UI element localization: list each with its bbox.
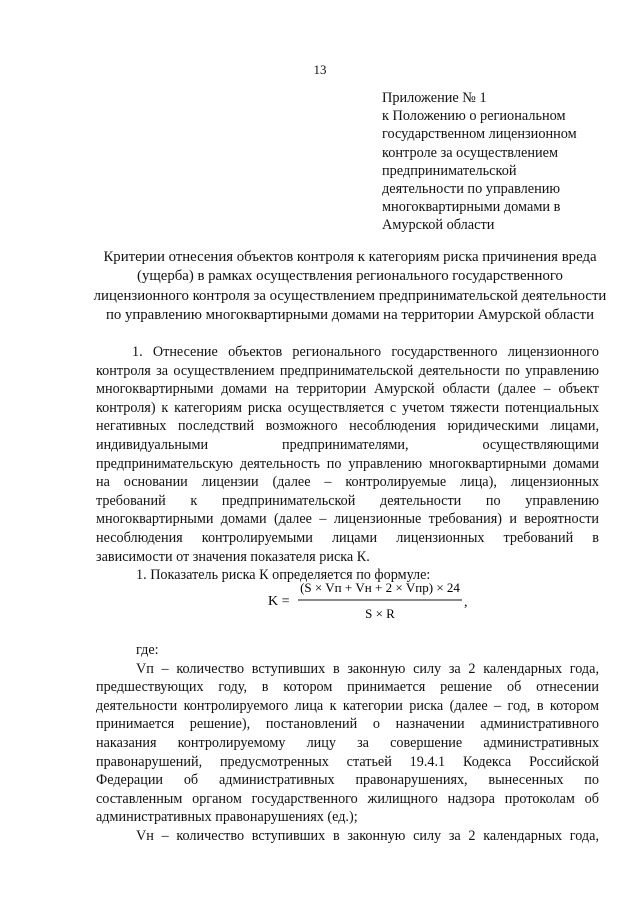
paragraph-line: 1. Показатель риска К определяется по формуле: xyxy=(136,567,431,584)
formula-denominator: S × R xyxy=(365,606,395,621)
formula-svg xyxy=(268,575,478,625)
paragraph-line: многоквартирными домами (далее – лицензионные требования) и вероятности xyxy=(96,511,599,528)
section-1-text xyxy=(96,343,599,585)
paragraph-line: Федерации об административных правонарушениях, вынесенных по xyxy=(96,772,599,789)
paragraph-line: где: xyxy=(136,642,159,658)
appendix-line: к Положению о региональном xyxy=(382,108,566,125)
paragraph-line: деятельности контролируемого лица к категории риска (далее – год, в котором xyxy=(96,697,599,714)
formula-numerator: (S × Vп + Vн + 2 × Vпр) × 24 xyxy=(300,580,460,595)
paragraph-line: правонарушений, предусмотренных статьей 19.4.1 Кодекса Российской xyxy=(96,753,599,770)
paragraph-line: 1. Отнесение объектов регионального государственного лицензионного xyxy=(132,344,599,360)
appendix-line: предпринимательской xyxy=(382,162,517,179)
paragraph-line: требований к предпринимательской деятельности по управлению xyxy=(96,492,599,509)
appendix-line: Амурской области xyxy=(382,217,495,234)
title-line: по управлению многоквартирными домами на территории Амурской области xyxy=(105,306,595,323)
paragraph-line: зависимости от значения показателя риска К. xyxy=(96,548,370,565)
page-number: 13 xyxy=(313,62,327,77)
appendix-line: контроле за осуществлением xyxy=(382,144,559,161)
paragraph-line: на основании лицензии (далее – контролируемые лица), лицензионных xyxy=(96,474,599,491)
paragraph-line: многоквартирными домами на территории Амурской области (далее – объект xyxy=(96,381,599,398)
paragraph-line: Vп – количество вступивших в законную силу за 2 календарных года, xyxy=(136,660,599,677)
formula-trailing-comma: , xyxy=(464,595,468,610)
paragraph-line: Vн – количество вступивших в законную силу за 2 календарных года, xyxy=(136,827,599,844)
paragraph-line: наказания контролируемому лицу за совершение административных xyxy=(96,734,599,751)
paragraph-line: предшествующих году, в котором принимается решение об отнесении xyxy=(96,679,599,696)
formula-lhs: K = xyxy=(268,594,290,609)
paragraph-line: административных правонарушениях (ед.); xyxy=(96,809,358,826)
appendix-line: Приложение № 1 xyxy=(382,90,487,106)
appendix-line: деятельности по управлению xyxy=(382,181,561,198)
paragraph-line: предпринимательскую деятельность по управлению многоквартирными домами xyxy=(96,455,599,472)
paragraph-line: индивидуальными предпринимателями, осуществляющими xyxy=(96,436,599,453)
section-2-text xyxy=(96,641,599,846)
title-line: Критерии отнесения объектов контроля к категориям риска причинения вреда xyxy=(103,249,597,265)
paragraph-line: контроля) к категориям риска осуществляется с учетом тяжести потенциальных xyxy=(96,399,599,416)
appendix-line: многоквартирными домами в xyxy=(382,199,561,216)
title-line: лицензионного контроля за осуществлением предпринимательской деятельности xyxy=(93,287,607,304)
appendix-heading xyxy=(382,89,612,235)
paragraph-line: принимается решение), постановлений о назначении административного xyxy=(96,716,599,733)
paragraph-line: контроля за осуществлением предпринимательской деятельности по управлению xyxy=(96,362,599,379)
paragraph-line: составленным органом государственного жилищного надзора протоколам об xyxy=(96,790,599,807)
paragraph-line: несоблюдения контролируемыми лицами лицензионных требований в xyxy=(96,529,599,546)
paragraph-line: негативных последствий возможного несоблюдения юридическими лицами, xyxy=(96,418,599,435)
appendix-line: государственном лицензионном xyxy=(382,126,577,143)
document-title xyxy=(90,248,610,325)
title-line: (ущерба) в рамках осуществления регионального государственного xyxy=(137,268,563,285)
risk-formula xyxy=(268,575,478,625)
